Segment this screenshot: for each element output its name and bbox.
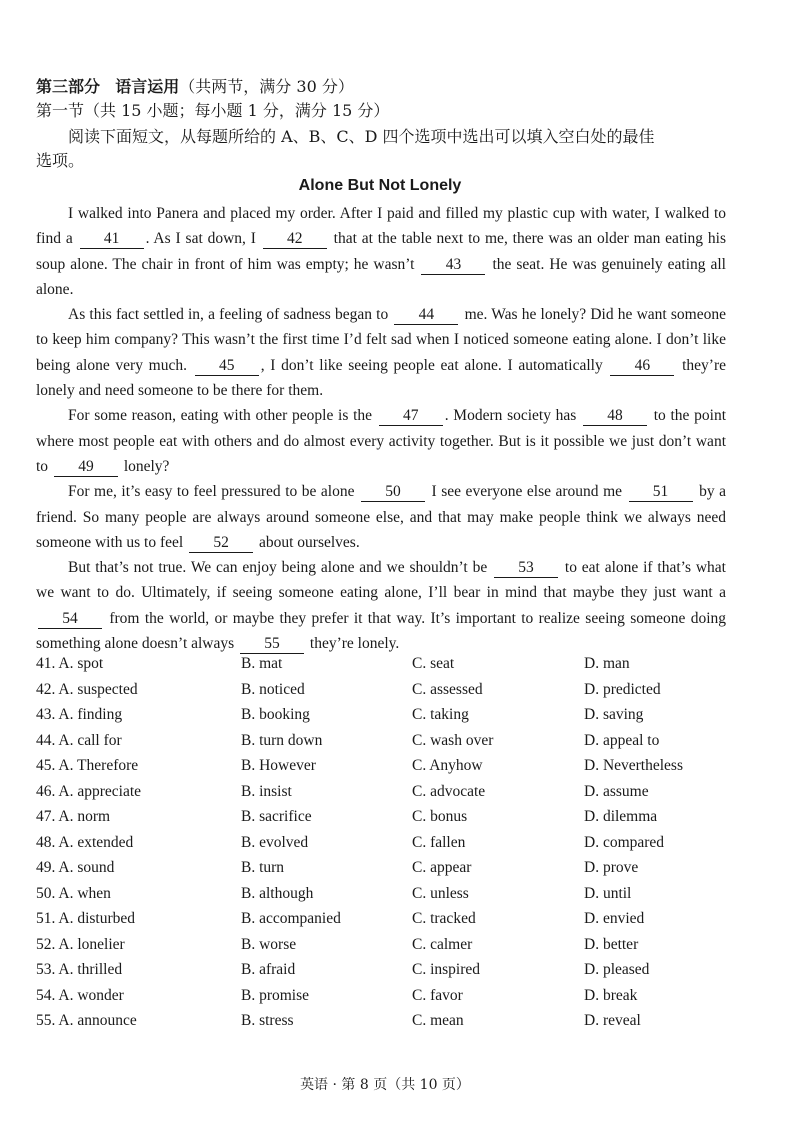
option-b: B. although [241, 884, 314, 902]
option-a: 45. A. Therefore [36, 757, 139, 774]
part-heading [36, 76, 354, 98]
option-d: D. until [584, 884, 632, 902]
part-detail: （共两节，满分 30 分） [179, 77, 354, 96]
passage-text: by a friend. So many people are always around someone else, and that may make people think we always need someone with us to feel [36, 483, 726, 551]
option-row [36, 834, 736, 860]
option-b: B. mat [241, 655, 283, 672]
option-b: B. accompanied [241, 910, 341, 927]
option-a: 44. A. call for [36, 731, 122, 749]
page-footer: 英语 · 第 8 页（共 10 页） [300, 1077, 470, 1093]
blank-49: 49 [54, 458, 118, 477]
option-row [36, 783, 736, 809]
option-d: D. assume [584, 782, 649, 800]
blank-47: 47 [379, 407, 443, 426]
option-b: B. insist [241, 782, 292, 800]
option-b: B. evolved [241, 833, 309, 851]
option-c: C. tracked [412, 910, 476, 927]
option-row [36, 936, 736, 962]
option-d: D. envied [584, 910, 645, 927]
instruction-line-1: 阅读下面短文，从每题所给的 A、B、C、D 四个选项中选出可以填入空白处的最佳 [68, 127, 655, 146]
option-a: 50. A. when [36, 884, 111, 902]
option-d: D. Nevertheless [584, 757, 683, 774]
option-a: 52. A. lonelier [36, 935, 125, 953]
option-d: D. break [584, 986, 638, 1004]
option-d: D. saving [584, 706, 644, 723]
option-c: C. wash over [412, 731, 494, 749]
blank-52: 52 [189, 534, 253, 553]
option-c: C. inspired [412, 961, 481, 978]
passage-text: For some reason, eating with other people is the [68, 407, 377, 425]
option-c: C. fallen [412, 833, 466, 851]
option-a: 49. A. sound [36, 859, 115, 876]
option-a: 42. A. suspected [36, 680, 138, 698]
option-d: D. prove [584, 859, 639, 876]
passage-text: to eat alone if that’s what we want to do. Ultimately, if seeing someone eating alone, I’ll bear in mind that maybe they just want a [36, 559, 726, 602]
option-b: B. turn down [241, 731, 323, 749]
option-b: B. afraid [241, 961, 296, 978]
passage-text: lonely? [119, 457, 170, 475]
options-list [36, 655, 736, 1038]
option-row [36, 681, 736, 707]
option-c: C. favor [412, 986, 463, 1004]
blank-44: 44 [394, 306, 458, 325]
instruction [36, 125, 726, 173]
option-d: D. man [584, 655, 630, 672]
passage-paragraph [36, 479, 726, 555]
option-c: C. bonus [412, 808, 468, 825]
option-c: C. Anyhow [412, 757, 483, 774]
option-c: C. taking [412, 706, 469, 723]
option-b: B. booking [241, 706, 310, 723]
passage-text: that at the table next to me, there was an older man eating his soup alone. The chair in front of him was empty; he wasn’t [36, 230, 726, 273]
passage-text: the seat. He was genuinely eating all alone. [36, 255, 726, 298]
option-d: D. dilemma [584, 808, 658, 825]
passage-paragraph [36, 403, 726, 479]
passage-paragraph [36, 201, 726, 302]
option-a: 46. A. appreciate [36, 782, 142, 800]
option-row [36, 1012, 736, 1038]
option-c: C. assessed [412, 680, 483, 698]
blank-54: 54 [38, 610, 102, 629]
passage-paragraph [36, 302, 726, 403]
option-row [36, 655, 736, 681]
option-c: C. calmer [412, 935, 473, 953]
passage-title: Alone But Not Lonely [298, 177, 462, 194]
option-row [36, 757, 736, 783]
passage-text: from the world, or maybe they prefer it that way. It’s important to realize seeing someone doing something alone doesn’t always [36, 609, 726, 653]
option-row [36, 706, 736, 732]
blank-42: 42 [263, 230, 327, 249]
option-a: 48. A. extended [36, 833, 134, 851]
blank-55: 55 [240, 635, 304, 654]
option-d: D. reveal [584, 1012, 641, 1029]
option-b: B. stress [241, 1012, 294, 1029]
passage-text: But that’s not true. We can enjoy being alone and we shouldn’t be [68, 559, 493, 577]
option-row [36, 732, 736, 758]
passage-text: to the point where most people eat with others and do almost every activity together. But is it possible we just don’t want to [36, 407, 726, 475]
option-row [36, 987, 736, 1013]
passage-text: about ourselves. [255, 533, 360, 551]
option-d: D. pleased [584, 961, 650, 978]
passage-paragraph [36, 555, 726, 656]
option-b: B. turn [241, 859, 285, 876]
option-d: D. predicted [584, 680, 661, 698]
passage-text: . Modern society has [444, 407, 582, 425]
passage-text: they’re lonely. [306, 635, 400, 653]
option-row [36, 885, 736, 911]
blank-53: 53 [494, 559, 558, 578]
passage-text: As this fact settled in, a feeling of sadness began to [68, 306, 393, 324]
option-b: B. promise [241, 986, 310, 1004]
passage-text: For me, it’s easy to feel pressured to be alone [68, 483, 360, 501]
blank-50: 50 [361, 483, 425, 502]
option-d: D. better [584, 935, 639, 953]
option-c: C. seat [412, 655, 455, 672]
option-a: 51. A. disturbed [36, 910, 136, 927]
passage-text: , I don’t like seeing people eat alone. I automatically [260, 356, 609, 374]
option-row [36, 910, 736, 936]
passage-text: . As I sat down, I [145, 230, 261, 248]
option-row [36, 961, 736, 987]
option-d: D. compared [584, 833, 665, 851]
blank-43: 43 [421, 256, 485, 275]
option-c: C. mean [412, 1012, 464, 1029]
blank-48: 48 [583, 407, 647, 426]
option-a: 41. A. spot [36, 655, 104, 672]
part-name: 语言运用 [115, 77, 180, 96]
blank-51: 51 [629, 483, 693, 502]
blank-41: 41 [80, 230, 144, 249]
option-c: C. unless [412, 884, 469, 902]
passage-text: they’re lonely and need someone to be there for them. [36, 356, 727, 400]
option-a: 54. A. wonder [36, 986, 124, 1004]
instruction-line-2: 选项。 [36, 151, 85, 170]
option-b: B. However [241, 757, 316, 774]
passage-text: me. Was he lonely? Did he want someone to keep him company? This wasn’t the first time I’d felt sad when I noticed someone eating alone. I don’t like being alone very much. [36, 306, 726, 374]
passage-text: I walked into Panera and placed my order. After I paid and filled my plastic cup with water, I walked to find a [36, 205, 726, 248]
option-a: 53. A. thrilled [36, 961, 123, 978]
option-a: 55. A. announce [36, 1012, 137, 1029]
passage [36, 201, 726, 656]
blank-46: 46 [610, 357, 674, 376]
option-c: C. advocate [412, 782, 486, 800]
option-b: B. noticed [241, 680, 305, 698]
blank-45: 45 [195, 357, 259, 376]
option-a: 43. A. finding [36, 706, 123, 723]
option-b: B. sacrifice [241, 808, 312, 825]
option-d: D. appeal to [584, 731, 660, 749]
option-b: B. worse [241, 935, 297, 953]
option-a: 47. A. norm [36, 808, 111, 825]
option-row [36, 859, 736, 885]
part-title: 第三部分 [36, 77, 101, 96]
section-heading: 第一节（共 15 小题；每小题 1 分，满分 15 分） [36, 101, 390, 120]
option-c: C. appear [412, 859, 472, 876]
passage-text: I see everyone else around me [427, 483, 627, 501]
option-row [36, 808, 736, 834]
